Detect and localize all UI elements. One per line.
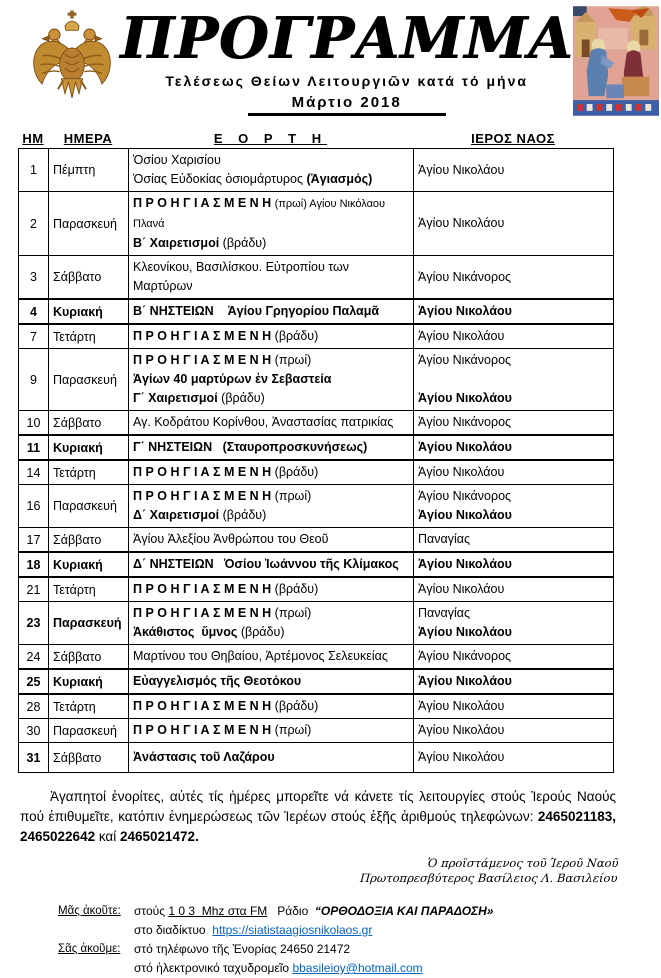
text-segment: Ἁγίου Νικολάου — [418, 304, 512, 318]
table-row — [19, 192, 614, 256]
text-segment: Ράδιο — [267, 904, 315, 918]
cell-weekday: Κυριακή — [49, 552, 129, 577]
annunciation-icon-image — [573, 6, 661, 121]
table-row — [19, 324, 614, 349]
byzantine-eagle-image — [28, 6, 120, 119]
text-line — [133, 580, 409, 599]
text-line — [133, 506, 409, 525]
cell-church — [414, 435, 614, 460]
text-segment: (βράδυ) — [274, 582, 319, 596]
text-line — [133, 151, 409, 170]
cell-church — [414, 299, 614, 324]
page-subtitle: Τελέσεως Θείων Λειτουργιῶν κατά τό μήνα — [165, 73, 528, 89]
text-segment: Ἁγίου Νικολάου — [418, 391, 512, 405]
text-line — [133, 555, 409, 574]
liturgy-program-table — [18, 148, 614, 773]
cell-weekday: Παρασκευή — [49, 719, 129, 743]
cell-feast — [129, 645, 414, 670]
cell-day-number: 4 — [19, 299, 49, 324]
text-segment: (βράδυ) — [274, 699, 319, 713]
text-segment: Π Ρ Ο Η Γ Ι Α Σ Μ Ε Ν Η — [133, 606, 275, 620]
text-segment: Π Ρ Ο Η Γ Ι Α Σ Μ Ε Ν Η — [133, 699, 275, 713]
parish-notice-paragraph — [20, 787, 620, 847]
cell-weekday: Κυριακή — [49, 669, 129, 694]
month-title: Μάρτιο 2018 — [248, 94, 446, 116]
cell-church — [414, 324, 614, 349]
cell-weekday: Παρασκευή — [49, 602, 129, 645]
program-table-body — [19, 149, 614, 773]
table-row — [19, 552, 614, 577]
cell-day-number: 1 — [19, 149, 49, 192]
table-row — [19, 435, 614, 460]
text-line — [133, 697, 409, 716]
text-line — [133, 302, 409, 321]
table-row — [19, 149, 614, 192]
cell-feast — [129, 602, 414, 645]
text-line — [133, 487, 409, 506]
text-segment: Ἀκάθιστος ὕμνος — [133, 625, 241, 639]
cell-church — [414, 192, 614, 256]
text-line — [418, 161, 609, 180]
cell-church — [414, 411, 614, 436]
cell-feast — [129, 577, 414, 602]
text-segment: Ἁγίου Νικάνορος — [418, 415, 512, 429]
text-line — [418, 506, 609, 525]
text-line — [133, 672, 409, 691]
text-segment: Κλεονίκου, Βασιλίσκου. Εὐτροπίου των Μαρτύρων — [133, 260, 353, 293]
contact-content — [134, 921, 632, 940]
text-line — [418, 555, 609, 574]
text-line — [418, 351, 609, 370]
text-segment: Ἁγίου Νικολάου — [418, 557, 512, 571]
cell-weekday: Σάββατο — [49, 256, 129, 300]
col-header-hm: ΗΜ — [22, 131, 44, 146]
text-segment: 2465021183, — [537, 809, 620, 824]
text-segment: Εὐαγγελισμός τῆς Θεοτόκου — [133, 674, 302, 688]
contact-content — [134, 902, 632, 921]
cell-church — [414, 669, 614, 694]
cell-feast — [129, 669, 414, 694]
cell-day-number: 2 — [19, 192, 49, 256]
hyperlink[interactable]: https://siatistaagiosnikolaos.gr — [212, 923, 373, 937]
text-segment: (πρωί) — [274, 489, 312, 503]
cell-day-number: 11 — [19, 435, 49, 460]
text-segment: (Ἁγιασμός) — [306, 172, 373, 186]
contact-label — [58, 921, 134, 940]
text-segment: Ἁγίων 40 μαρτύρων ἐν Σεβαστεία — [133, 372, 332, 386]
title-block — [120, 6, 573, 116]
cell-weekday: Σάββατο — [49, 645, 129, 670]
cell-day-number: 31 — [19, 743, 49, 773]
cell-feast — [129, 349, 414, 411]
text-line — [418, 697, 609, 716]
cell-weekday: Σάββατο — [49, 411, 129, 436]
text-segment: Μαρτίνου του Θηβαίου, Ἀρτέμονος Σελευκείας — [133, 649, 388, 663]
cell-church — [414, 577, 614, 602]
signature-block — [0, 856, 633, 886]
cell-church — [414, 485, 614, 528]
contact-label: Μᾶς ἀκοῦτε: — [58, 905, 121, 917]
text-line — [133, 413, 409, 432]
cell-church — [414, 694, 614, 719]
text-line — [418, 302, 609, 321]
cell-day-number: 14 — [19, 460, 49, 485]
text-line — [418, 604, 609, 623]
table-row — [19, 528, 614, 553]
text-segment: (βράδυ) — [274, 329, 319, 343]
text-line — [133, 463, 409, 482]
text-line — [133, 327, 409, 346]
table-row — [19, 256, 614, 300]
text-segment: Ἁγίου Νικολάου — [418, 699, 505, 713]
text-segment: Ἁγίου Νικολάου — [418, 508, 512, 522]
cell-church — [414, 602, 614, 645]
cell-weekday: Σάββατο — [49, 743, 129, 773]
text-segment: Δ΄ Χαιρετισμοί — [133, 508, 223, 522]
text-segment: Ὁσίας Εὐδοκίας ὁσιομάρτυρος — [133, 172, 307, 186]
text-line — [133, 721, 409, 740]
text-segment: Ἁγίου Νικολάου — [418, 329, 505, 343]
annunciation-icon — [573, 6, 659, 116]
text-segment: “ΟΡΘΟΔΟΞΙΑ ΚΑΙ ΠΑΡΑΔΟΣΗ» — [314, 904, 494, 918]
text-line — [418, 370, 609, 389]
cell-church — [414, 460, 614, 485]
contact-block — [58, 902, 632, 978]
text-segment: Ἁγίου Νικολάου — [418, 582, 505, 596]
table-row — [19, 460, 614, 485]
text-segment: Ἁγίου Ἀλεξίου Ἀνθρώπου του Θεοῦ — [133, 532, 329, 546]
page-title: ΠΡΟΓΡΑΜΜΑ — [120, 5, 574, 72]
cell-day-number: 9 — [19, 349, 49, 411]
cell-weekday: Σάββατο — [49, 528, 129, 553]
cell-feast — [129, 299, 414, 324]
text-segment: Π Ρ Ο Η Γ Ι Α Σ Μ Ε Ν Η — [133, 489, 275, 503]
text-segment: Ἀνάστασις τοῦ Λαζάρου — [133, 750, 275, 764]
cell-church — [414, 719, 614, 743]
table-row — [19, 694, 614, 719]
table-row — [19, 577, 614, 602]
cell-day-number: 7 — [19, 324, 49, 349]
text-line — [133, 530, 409, 549]
text-line — [418, 268, 609, 287]
text-segment: 2465021472. — [119, 829, 199, 844]
cell-weekday: Παρασκευή — [49, 192, 129, 256]
cell-church — [414, 528, 614, 553]
cell-feast — [129, 411, 414, 436]
cell-weekday: Πέμπτη — [49, 149, 129, 192]
cell-church — [414, 349, 614, 411]
cell-feast — [129, 192, 414, 256]
text-line — [133, 258, 409, 296]
cell-day-number: 21 — [19, 577, 49, 602]
table-row — [19, 485, 614, 528]
text-segment: στό ἠλεκτρονικό ταχυδρομεῖο — [134, 961, 293, 975]
text-line — [418, 487, 609, 506]
text-segment: (βράδυ) — [274, 465, 319, 479]
text-segment: Ἁγίου Νικάνορος — [418, 649, 512, 663]
cell-church — [414, 149, 614, 192]
table-row — [19, 743, 614, 773]
text-line — [418, 463, 609, 482]
text-segment: Γ΄ ΝΗΣΤΕΙΩΝ (Σταυροπροσκυνήσεως) — [133, 440, 368, 454]
document-header — [0, 0, 632, 121]
cell-feast — [129, 256, 414, 300]
text-segment: Ἁγίου Νικάνορος — [418, 489, 512, 503]
text-segment: Π Ρ Ο Η Γ Ι Α Σ Μ Ε Ν Η — [133, 582, 275, 596]
text-line — [133, 351, 409, 370]
cell-feast — [129, 694, 414, 719]
signature-line-2: Πρωτοπρεσβύτερος Βασίλειος Λ. Βασιλείου — [359, 871, 618, 885]
text-segment: (πρωί) — [274, 723, 312, 737]
text-segment: Γ΄ Χαιρετισμοί — [133, 391, 222, 405]
cell-day-number: 30 — [19, 719, 49, 743]
text-line — [418, 438, 609, 457]
contact-line — [58, 921, 632, 940]
text-line — [133, 647, 409, 666]
table-row — [19, 602, 614, 645]
text-line — [418, 672, 609, 691]
cell-feast — [129, 552, 414, 577]
cell-church — [414, 552, 614, 577]
text-line — [418, 214, 609, 233]
cell-day-number: 16 — [19, 485, 49, 528]
text-line — [418, 580, 609, 599]
text-line — [133, 748, 409, 767]
cell-weekday: Τετάρτη — [49, 577, 129, 602]
cell-day-number: 3 — [19, 256, 49, 300]
cell-church — [414, 743, 614, 773]
text-segment: Ἀγαπητοί ἐνορίτες, αὐτές τίς ἡμέρες μπορεῖτε νά κάνετε τίς λειτουργίες στούς Ἱερούς Ναούς πού ἐπιθυμεῖτε, κατόπιν ἐνημερώσεως τῶν Ἱερέων στούς ἑξῆς ἀριθμούς τηλεφώνων: — [20, 789, 620, 824]
text-line — [133, 234, 409, 253]
cell-day-number: 18 — [19, 552, 49, 577]
text-segment: Παναγίας — [418, 606, 471, 620]
month-line — [120, 94, 573, 116]
text-line — [418, 623, 609, 642]
cell-weekday: Τετάρτη — [49, 324, 129, 349]
text-segment: Ἁγίου Νικολάου — [418, 625, 512, 639]
cell-church — [414, 645, 614, 670]
text-segment: Ἁγίου Νικολάου — [418, 440, 512, 454]
text-segment: (βράδυ) — [222, 236, 267, 250]
table-row — [19, 669, 614, 694]
text-line — [133, 389, 409, 408]
cell-day-number: 17 — [19, 528, 49, 553]
cell-day-number: 23 — [19, 602, 49, 645]
text-line — [133, 438, 409, 457]
text-segment: Ἁγίου Νικολάου — [418, 674, 512, 688]
cell-feast — [129, 528, 414, 553]
text-line — [418, 413, 609, 432]
text-segment: Ἁγίου Νικάνορος — [418, 269, 512, 284]
text-line — [133, 194, 409, 234]
text-line — [418, 721, 609, 740]
text-segment: Ὁσίου Χαρισίου — [133, 153, 221, 167]
cell-day-number: 24 — [19, 645, 49, 670]
table-row — [19, 349, 614, 411]
cell-day-number: 28 — [19, 694, 49, 719]
cell-feast — [129, 719, 414, 743]
text-segment: Ἁγίου Νικολάου — [418, 216, 505, 230]
text-segment: (πρωί) — [274, 353, 312, 367]
contact-content — [134, 940, 632, 959]
table-row — [19, 719, 614, 743]
text-segment: Αγ. Κοδράτου Κορίνθου, Ἀναστασίας πατρικίας — [133, 415, 394, 429]
col-header-hmera: ΗΜΕΡΑ — [63, 131, 113, 146]
text-segment: (βράδυ) — [240, 625, 285, 639]
text-line — [418, 389, 609, 408]
cell-feast — [129, 149, 414, 192]
cell-day-number: 25 — [19, 669, 49, 694]
signature-line-1: Ὁ προϊστάμενος τοῦ Ἱεροῦ Ναοῦ — [427, 856, 620, 870]
text-segment: Π Ρ Ο Η Γ Ι Α Σ Μ Ε Ν Η — [133, 196, 275, 210]
cell-weekday: Τετάρτη — [49, 694, 129, 719]
cell-weekday: Κυριακή — [49, 299, 129, 324]
text-line — [133, 370, 409, 389]
text-segment: Ἁγίου Νικάνορος — [418, 353, 512, 367]
hyperlink[interactable]: bbasileioy@hotmail.com — [292, 961, 423, 975]
text-segment: 1 0 3 Mhz στα FM — [168, 904, 268, 918]
cell-church — [414, 256, 614, 300]
text-segment: στο διαδίκτυο — [134, 923, 213, 937]
cell-feast — [129, 324, 414, 349]
col-header-eorti: Ε Ο Ρ Τ Η — [213, 131, 328, 146]
text-segment: Β΄ ΝΗΣΤΕΙΩΝ Ἁγίου Γρηγορίου Παλαμᾶ — [133, 304, 380, 318]
table-column-headers — [18, 131, 613, 146]
text-segment: Ἁγίου Νικολάου — [418, 723, 505, 737]
text-segment: Π Ρ Ο Η Γ Ι Α Σ Μ Ε Ν Η — [133, 465, 275, 479]
text-segment: Δ΄ ΝΗΣΤΕΙΩΝ Ὁσίου Ἰωάννου τῆς Κλίμακος — [133, 557, 399, 571]
text-segment: (πρωί) — [274, 606, 312, 620]
col-header-naos: ΙΕΡΟΣ ΝΑΟΣ — [471, 131, 555, 146]
text-segment: Π Ρ Ο Η Γ Ι Α Σ Μ Ε Ν Η — [133, 723, 275, 737]
cell-day-number: 10 — [19, 411, 49, 436]
cell-weekday: Παρασκευή — [49, 349, 129, 411]
cell-feast — [129, 460, 414, 485]
text-segment: Π Ρ Ο Η Γ Ι Α Σ Μ Ε Ν Η — [133, 353, 275, 367]
cell-feast — [129, 743, 414, 773]
text-segment: Ἁγίου Νικολάου — [418, 465, 505, 479]
text-line — [418, 530, 609, 549]
text-segment: στούς — [134, 904, 169, 918]
text-line — [133, 170, 409, 189]
cell-weekday: Τετάρτη — [49, 460, 129, 485]
text-line — [418, 748, 609, 767]
text-line — [133, 623, 409, 642]
contact-line — [58, 902, 632, 921]
table-row — [19, 645, 614, 670]
text-segment: Π Ρ Ο Η Γ Ι Α Σ Μ Ε Ν Η — [133, 329, 275, 343]
text-line — [418, 327, 609, 346]
text-line — [418, 647, 609, 666]
text-segment: (βράδυ) — [221, 391, 265, 405]
text-segment: Ἁγίου Νικολάου — [418, 750, 505, 764]
text-segment: Παναγίας — [418, 532, 471, 546]
cell-weekday: Κυριακή — [49, 435, 129, 460]
table-row — [19, 299, 614, 324]
text-segment: Β΄ Χαιρετισμοί — [133, 236, 223, 250]
contact-line — [58, 959, 632, 978]
contact-content — [134, 959, 632, 978]
contact-label — [58, 959, 134, 978]
text-segment: Ἁγίου Νικολάου — [418, 162, 505, 177]
text-segment: (βράδυ) — [222, 508, 267, 522]
text-line — [133, 604, 409, 623]
double-headed-eagle-icon — [28, 10, 116, 114]
text-segment: (πρωί) Αγίου Νικόλαου Πλανά — [133, 198, 389, 230]
text-segment: καί — [95, 829, 120, 844]
cell-weekday: Παρασκευή — [49, 485, 129, 528]
text-segment: στό τηλέφωνο τῆς Ἐνορίας 24650 21472 — [134, 942, 351, 956]
cell-feast — [129, 435, 414, 460]
table-row — [19, 411, 614, 436]
contact-label: Σᾶς ἀκοῦμε: — [58, 943, 121, 955]
cell-feast — [129, 485, 414, 528]
text-segment: 2465022642 — [20, 829, 96, 844]
contact-line — [58, 940, 632, 959]
